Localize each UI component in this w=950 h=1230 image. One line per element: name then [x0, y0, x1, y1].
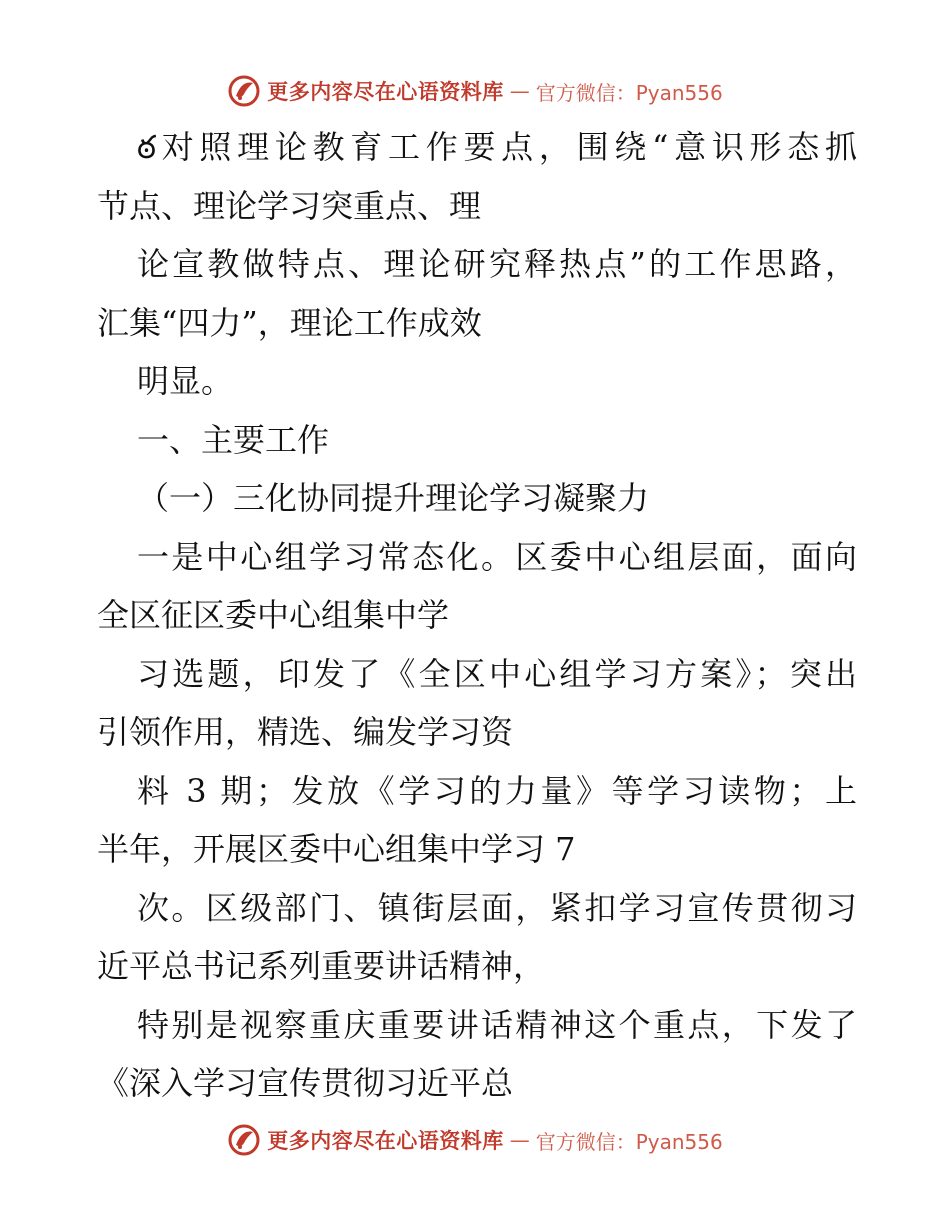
text-line: 引领作用，精选、编发学习资: [97, 713, 514, 751]
text-line: 特别是视察重庆重要讲话精神这个重点，下发了: [137, 1005, 857, 1044]
text-line: 明显。: [137, 362, 234, 400]
footer-watermark: [0, 1120, 950, 1160]
text-line: 一是中心组学习常态化。区委中心组层面，面向: [137, 537, 857, 576]
text-line: ఠ对照理论教育工作要点，围绕“意识形态抓: [137, 128, 857, 166]
text-line: 汇集“四力”，理论工作成效: [97, 303, 482, 342]
section-heading: 一、主要工作: [137, 420, 330, 459]
text-line: 次。区级部门、镇街层面，紧扣学习宣传贯彻习: [137, 888, 857, 927]
banner-dash: —: [509, 79, 530, 103]
text-line: 论宣教做特点、理论研究释热点”的工作思路，: [137, 245, 857, 283]
banner-dash: —: [509, 1128, 530, 1152]
text-line: 近平总书记系列重要讲话精神，: [97, 947, 546, 985]
document-body: [97, 118, 857, 1113]
text-line: 半年，开展区委中心组集中学习 7: [97, 830, 576, 868]
subsection-heading: （一）三化协同提升理论学习凝聚力: [137, 479, 650, 517]
banner-main-text: 更多内容尽在心语资料库: [267, 79, 504, 104]
text-line: 料 3 期；发放《学习的力量》等学习读物；上: [137, 771, 857, 810]
text-line: 《深入学习宣传贯彻习近平总: [97, 1064, 514, 1102]
text-line: 习选题，印发了《全区中心组学习方案》；突出: [137, 654, 857, 693]
logo-icon: [227, 74, 261, 108]
text-line: 全区征区委中心组集中学: [97, 596, 450, 634]
text-line: 节点、理论学习突重点、理: [97, 186, 482, 225]
banner-sub-text: 官方微信：Pyan556: [535, 1129, 723, 1154]
logo-icon: [227, 1123, 261, 1157]
banner-main-text: 更多内容尽在心语资料库: [267, 1128, 504, 1153]
banner-sub-text: 官方微信：Pyan556: [535, 80, 723, 105]
header-watermark: [0, 71, 950, 111]
